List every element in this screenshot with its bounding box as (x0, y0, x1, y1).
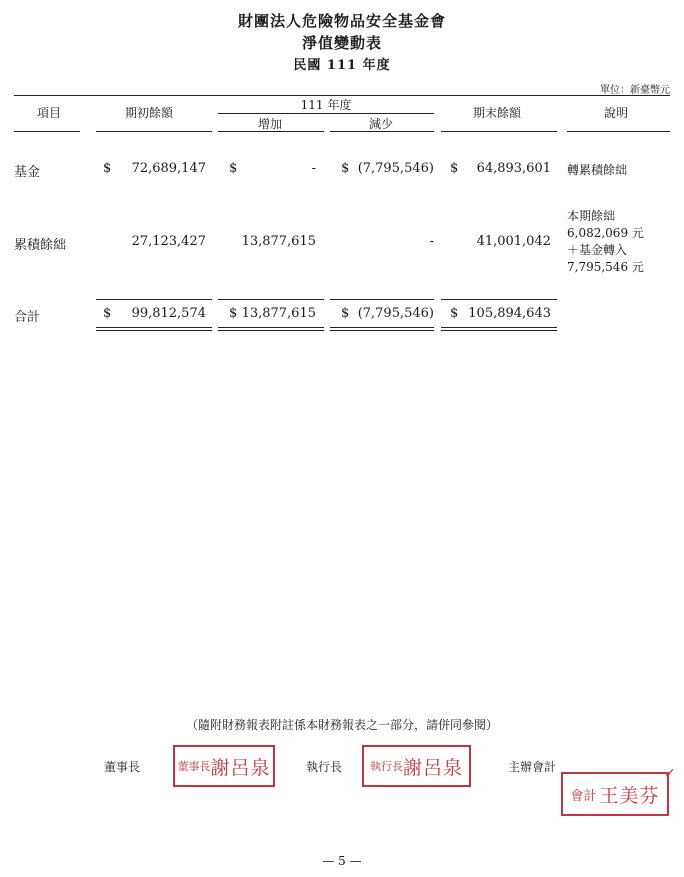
decrease-value: - (429, 234, 434, 249)
row-note-line: 7,795,546 元 (567, 260, 644, 274)
currency-symbol: $ (103, 306, 112, 321)
currency-symbol: $ (341, 306, 350, 321)
total-double-rule (218, 327, 324, 328)
total-double-rule (330, 327, 434, 328)
total-decrease: (7,795,546) (357, 306, 434, 321)
row-note: 轉累積餘絀 (567, 163, 628, 177)
header-bottom-rule (218, 131, 324, 132)
total-opening: 99,812,574 (131, 306, 206, 321)
ceo-label: 執行長 (306, 760, 343, 774)
row-note-line: ＋基金轉入 (567, 243, 628, 257)
col-header-increase: 增加 (258, 117, 283, 131)
increase-value: - (311, 161, 316, 176)
seal-name: 謝呂泉 (210, 756, 271, 779)
currency-symbol: $ (229, 161, 238, 176)
total-double-rule (330, 330, 434, 331)
total-double-rule (441, 330, 557, 331)
total-label: 合計 (14, 310, 41, 325)
row-item-label: 基金 (14, 165, 41, 180)
organization-title: 財團法人危險物品安全基金會 (237, 12, 446, 30)
col-header-opening: 期初餘額 (125, 106, 174, 120)
row-note-line: 本期餘絀 (567, 209, 616, 223)
header-bottom-rule (96, 131, 212, 132)
seal-title: 會計 (570, 788, 597, 804)
seal-title: 董事長 (177, 760, 211, 773)
total-top-rule (441, 299, 557, 300)
col-header-item: 項目 (37, 106, 62, 120)
seal-title: 執行長 (369, 760, 403, 773)
total-double-rule (96, 330, 212, 331)
currency-symbol: $ (450, 161, 459, 176)
col-header-note: 說明 (604, 106, 629, 120)
total-closing: 105,894,643 (468, 306, 551, 321)
total-double-rule (218, 330, 324, 331)
header-bottom-rule (441, 131, 557, 132)
page-number: — 5 — (322, 854, 362, 868)
col-header-year: 111 年度 (300, 98, 352, 112)
total-double-rule (441, 327, 557, 328)
total-top-rule (96, 299, 212, 300)
header-bottom-rule (567, 131, 670, 132)
year-group-rule (218, 113, 434, 114)
closing-balance: 64,893,601 (476, 161, 551, 176)
currency-symbol: $ (341, 161, 350, 176)
currency-symbol: $ (103, 161, 112, 176)
currency-symbol: $ (229, 306, 238, 321)
seal-name: 王美芬 (599, 784, 660, 807)
accountant-seal (561, 772, 669, 816)
currency-unit: 單位：新臺幣元 (600, 85, 670, 96)
decrease-value: (7,795,546) (357, 161, 434, 176)
row-note-line: 6,082,069 元 (567, 226, 644, 240)
increase-value: 13,877,615 (241, 234, 316, 249)
total-double-rule (96, 327, 212, 328)
statement-period: 民國 111 年度 (293, 58, 391, 73)
accountant-label: 主辦會計 (508, 760, 557, 774)
total-increase: 13,877,615 (241, 306, 316, 321)
total-top-rule (330, 299, 434, 300)
header-bottom-rule (14, 131, 80, 132)
ceo-seal (362, 745, 471, 787)
total-top-rule (218, 299, 324, 300)
check-mark-icon: ✓ (664, 766, 676, 782)
statement-title: 淨值變動表 (301, 34, 382, 52)
chairman-label: 董事長 (104, 760, 141, 774)
closing-balance: 41,001,042 (476, 234, 551, 249)
row-item-label: 累積餘絀 (14, 238, 67, 253)
col-header-closing: 期末餘額 (473, 106, 522, 120)
chairman-seal (173, 745, 275, 787)
currency-symbol: $ (450, 306, 459, 321)
opening-balance: 72,689,147 (131, 161, 206, 176)
opening-balance: 27,123,427 (131, 234, 206, 249)
statement-footnote: （隨附財務報表附註係本財務報表之一部分，請併同參閱） (185, 718, 498, 732)
seal-name: 謝呂泉 (402, 756, 463, 779)
col-header-decrease: 減少 (369, 117, 394, 131)
header-bottom-rule (330, 131, 434, 132)
